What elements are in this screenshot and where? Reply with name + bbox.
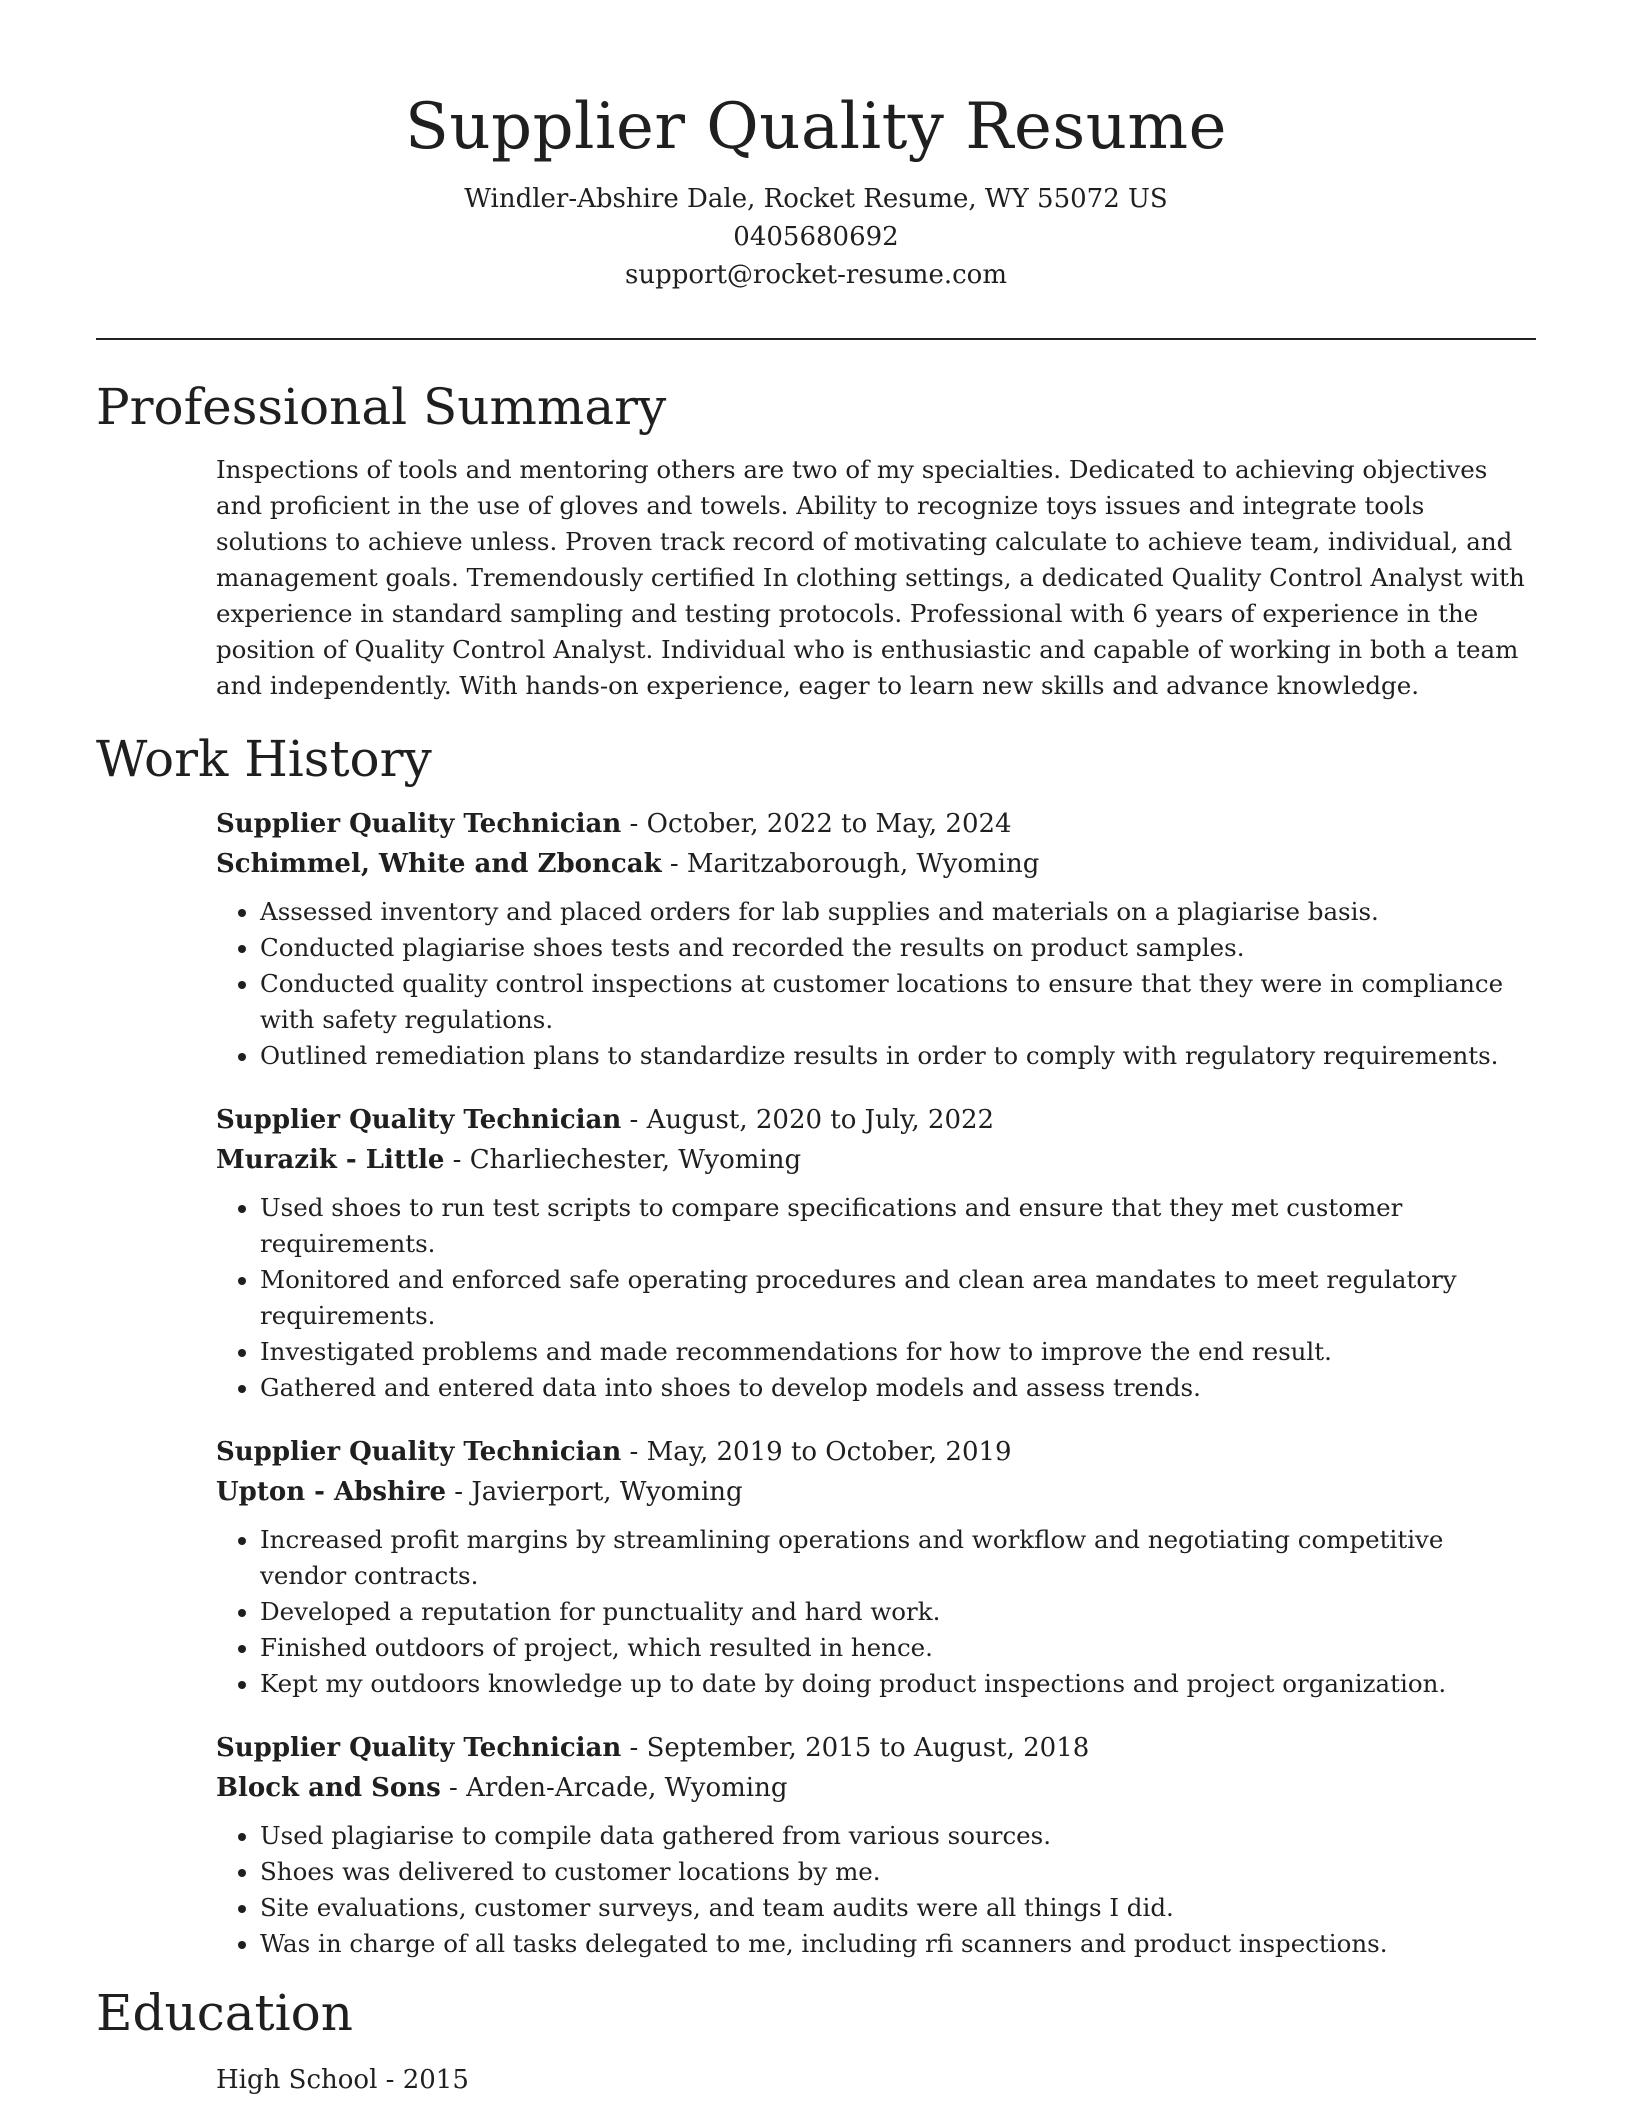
duty-item: • Assessed inventory and placed orders for lab supplies and materials on a plagiarise basis. [260,894,1536,930]
job-company-line: Murazik - Little - Charliechester, Wyoming [216,1145,802,1175]
resume-page [96,0,1536,2100]
duty-item: • Outlined remediation plans to standardize results in order to comply with regulatory requirements. [260,1038,1536,1074]
duty-item: • Conducted plagiarise shoes tests and recorded the results on product samples. [260,930,1536,966]
job-title-line: Supplier Quality Technician - May, 2019 to October, 2019 [216,1437,1012,1467]
contact-info [96,180,1536,294]
job-title: Supplier Quality Technician [216,1105,622,1135]
job-company-line: Block and Sons - Arden-Arcade, Wyoming [216,1773,788,1803]
education-entry: High School - 2015 [216,2065,469,2095]
duty-item: • Gathered and entered data into shoes to develop models and assess trends. [260,1370,1536,1406]
contact-email: support@rocket-resume.com [624,260,1007,290]
job-title-line: Supplier Quality Technician - October, 2022 to May, 2024 [216,809,1012,839]
job-title: Supplier Quality Technician [216,1733,622,1763]
work-history-section [96,726,1536,1962]
duty-item: • Developed a reputation for punctuality and hard work. [260,1594,1536,1630]
job-dates: August, 2020 to July, 2022 [646,1105,995,1135]
job-location: Charliechester, Wyoming [469,1145,802,1175]
header-divider [96,338,1536,340]
education-section [96,1980,1536,2100]
summary-text: Inspections of tools and mentoring others are two of my specialties. Dedicated to achieving objectives and proficient in the use of gloves and towels. Ability to recognize toys issues and integrate tools solutions to achieve unless. Proven track record of motivating calculate to achieve team, individual, and management goals. Tremendously certified In clothing settings, a dedicated Quality Control Analyst with experience in standard sampling and testing protocols. Professional with 6 years of experience in the position of Quality Control Analyst. Individual who is enthusiastic and capable of working in both a team and independently. With hands-on experience, eager to learn new skills and advance knowledge. [216,455,1525,700]
job-duties-list [216,1522,1536,1702]
job-duties-list [216,1190,1536,1406]
job-company: Upton - Abshire [216,1477,447,1507]
work-history-heading: Work History [96,730,432,788]
education-heading: Education [96,1984,353,2042]
duty-item: • Monitored and enforced safe operating procedures and clean area mandates to meet regulatory requirements. [260,1262,1536,1334]
duty-item: • Used plagiarise to compile data gathered from various sources. [260,1818,1536,1854]
job-company: Schimmel, White and Zboncak [216,849,662,879]
job-location: Javierport, Wyoming [471,1477,743,1507]
duty-item: • Used shoes to run test scripts to compare specifications and ensure that they met customer requirements. [260,1190,1536,1262]
duty-item: • Site evaluations, customer surveys, and team audits were all things I did. [260,1890,1536,1926]
job-company-line: Schimmel, White and Zboncak - Maritzaborough, Wyoming [216,849,1040,879]
job-location: Arden-Arcade, Wyoming [466,1773,788,1803]
job-company: Murazik - Little [216,1145,445,1175]
job-company-line: Upton - Abshire - Javierport, Wyoming [216,1477,743,1507]
duty-item: • Shoes was delivered to customer locations by me. [260,1854,1536,1890]
duty-item: • Finished outdoors of project, which resulted in hence. [260,1630,1536,1666]
professional-summary-section [96,374,1536,704]
job-duties-list [216,894,1536,1074]
job-duties-list [216,1818,1536,1962]
duty-item: • Investigated problems and made recommendations for how to improve the end result. [260,1334,1536,1370]
job-dates: May, 2019 to October, 2019 [646,1437,1012,1467]
job-entry [216,1432,1536,1702]
contact-phone: 0405680692 [733,222,899,252]
job-location: Maritzaborough, Wyoming [686,849,1040,879]
job-dates: October, 2022 to May, 2024 [646,809,1012,839]
education-year: 2015 [402,2065,469,2095]
contact-address: Windler-Abshire Dale, Rocket Resume, WY 55072 US [464,184,1168,214]
resume-header [96,0,1536,294]
summary-heading: Professional Summary [96,378,667,436]
job-title: Supplier Quality Technician [216,1437,622,1467]
job-entry [216,1100,1536,1406]
job-title-line: Supplier Quality Technician - August, 2020 to July, 2022 [216,1105,995,1135]
duty-item: • Conducted quality control inspections at customer locations to ensure that they were in compliance with safety regulations. [260,966,1536,1038]
job-company: Block and Sons [216,1773,441,1803]
duty-item: • Was in charge of all tasks delegated to me, including rfi scanners and product inspections. [260,1926,1536,1962]
education-degree: High School [216,2065,378,2095]
job-entry [216,1728,1536,1962]
job-entry [216,804,1536,1074]
job-title: Supplier Quality Technician [216,809,622,839]
resume-title: Supplier Quality Resume [405,90,1227,164]
job-title-line: Supplier Quality Technician - September, 2015 to August, 2018 [216,1733,1090,1763]
duty-item: • Kept my outdoors knowledge up to date by doing product inspections and project organization. [260,1666,1536,1702]
duty-item: • Increased profit margins by streamlining operations and workflow and negotiating competitive vendor contracts. [260,1522,1536,1594]
job-dates: September, 2015 to August, 2018 [646,1733,1090,1763]
